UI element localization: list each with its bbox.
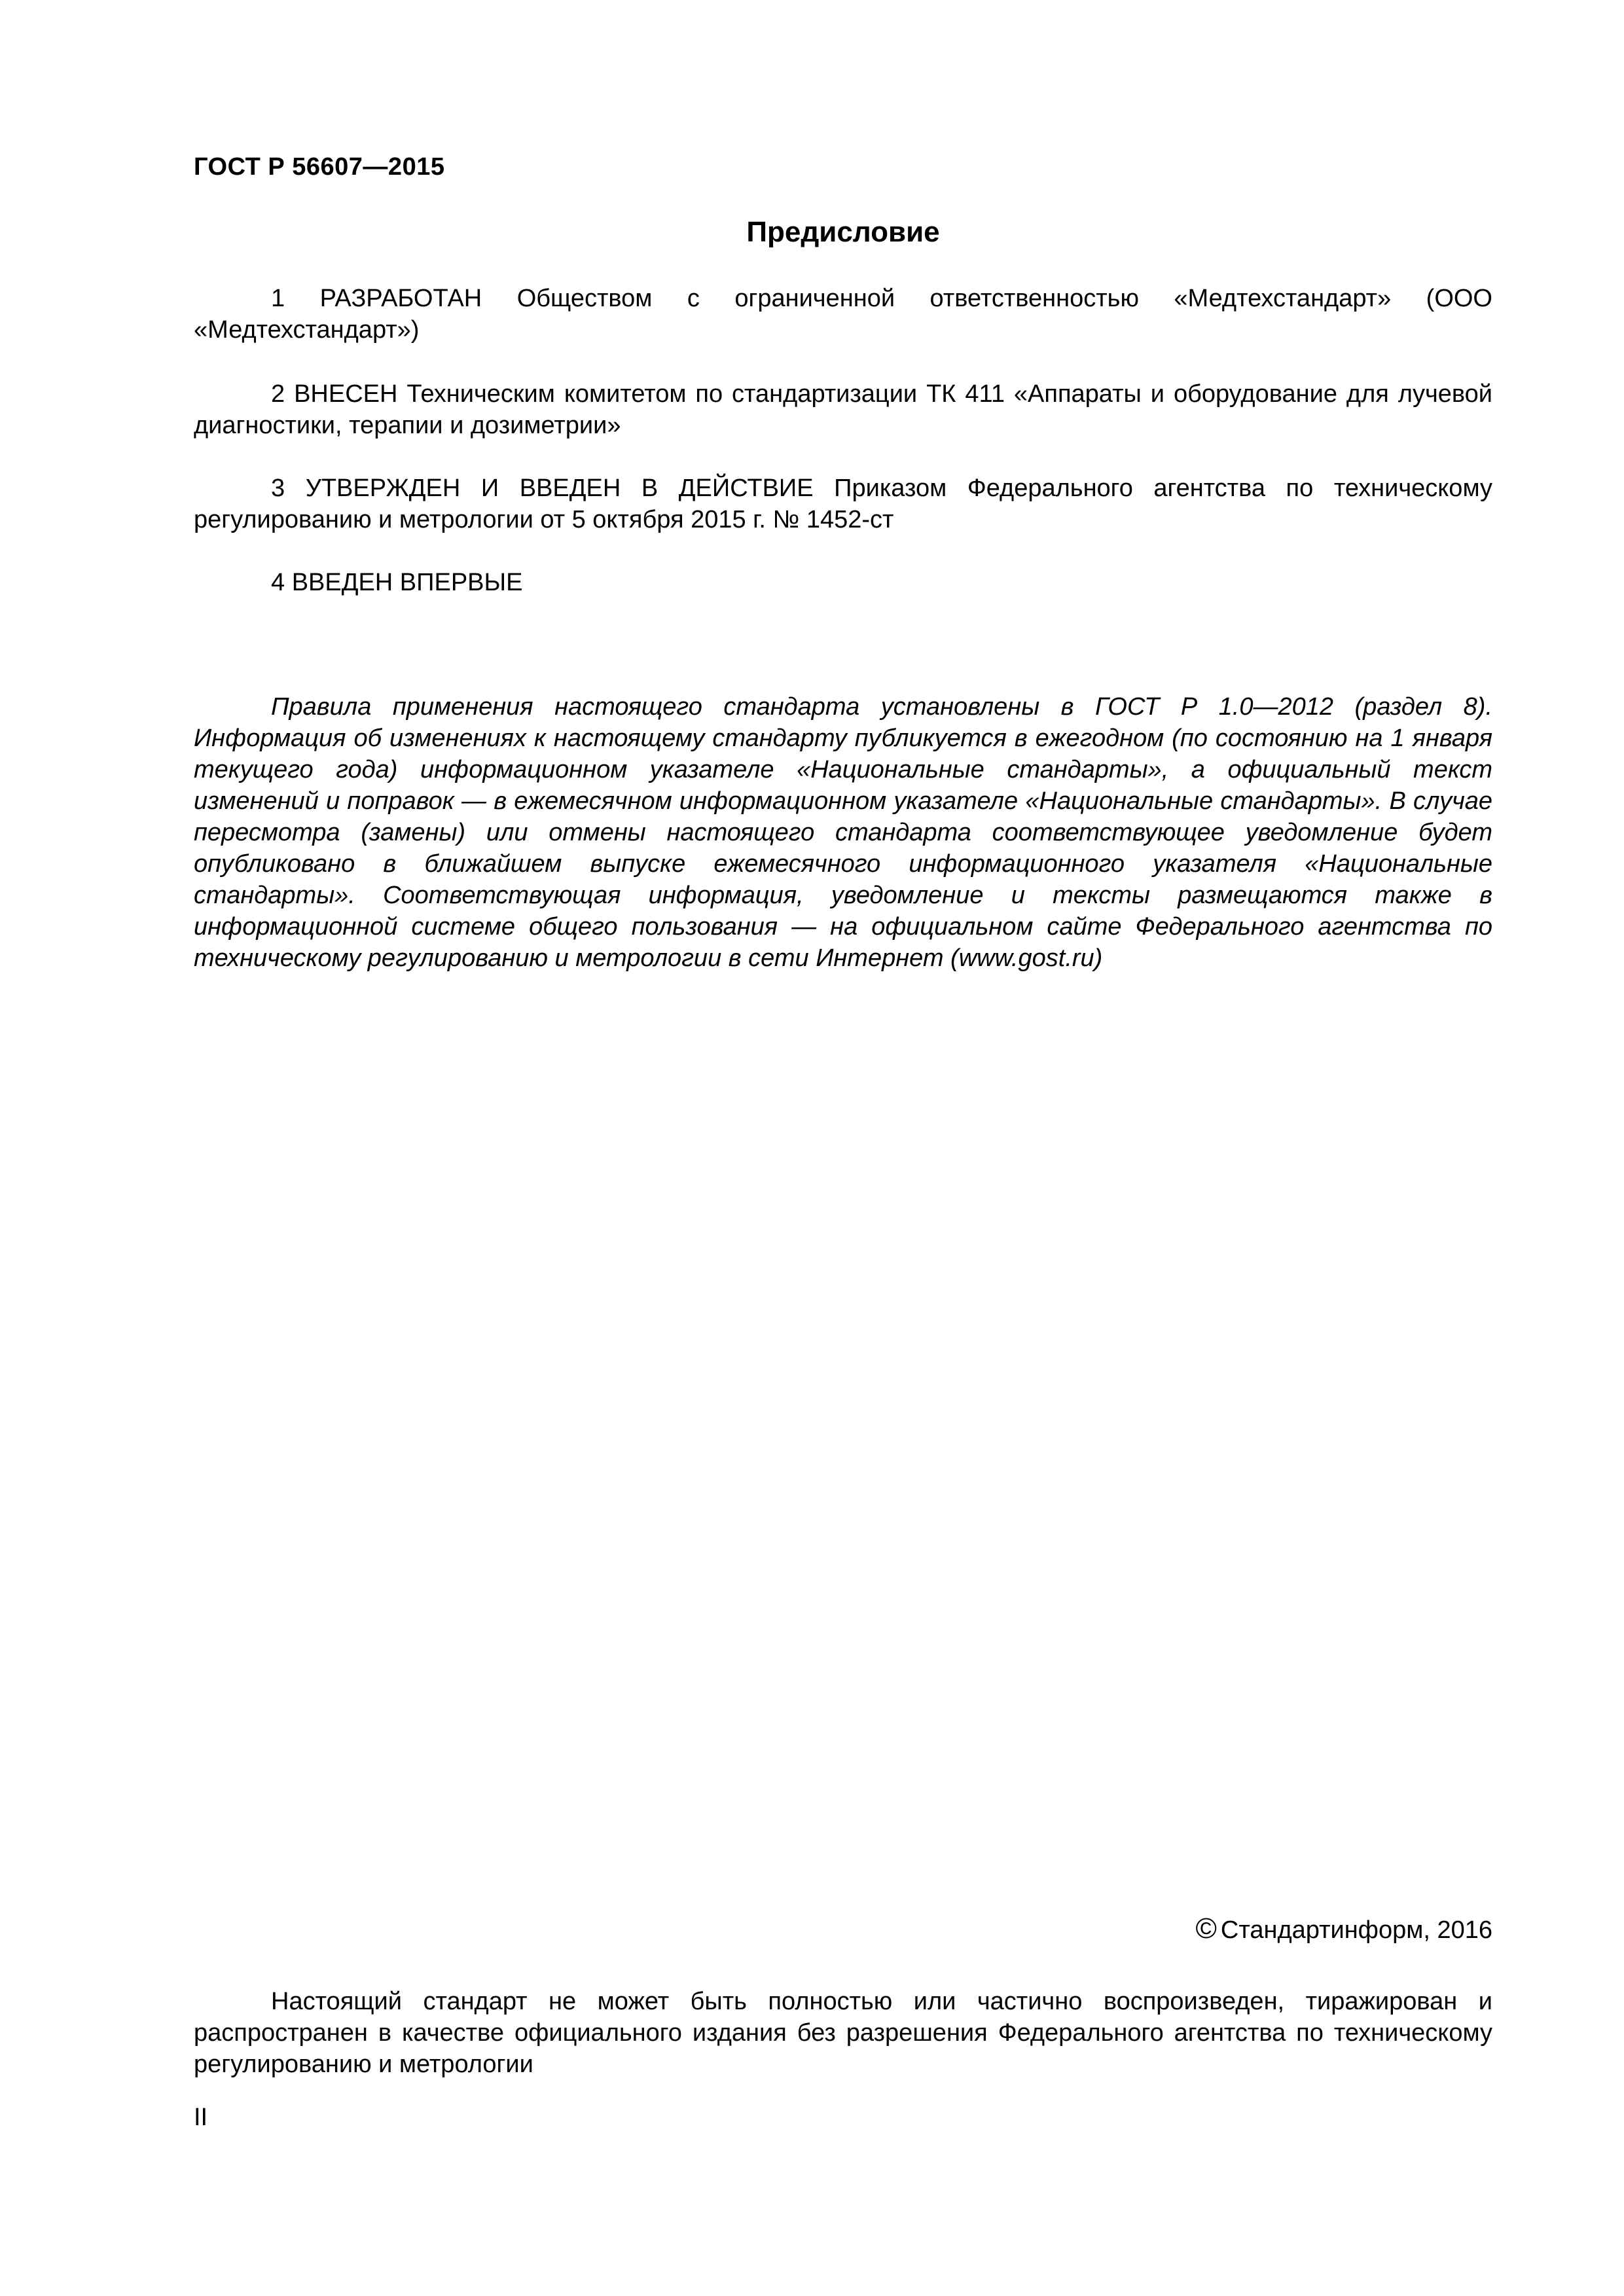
section-title: Предисловие [746,216,940,248]
copyright-text: Стандартинформ, 2016 [1220,1916,1492,1944]
reproduction-notice: Настоящий стандарт не может быть полностью или частично воспроизведен, тиражирован и распространен в качестве официального издания без разрешения Федерального агентства по техническому регулированию и метрологии [194,1988,1492,2078]
copyright-line [1196,1912,1493,1945]
page-number: II [194,2104,208,2131]
foreword-item-developed: 1 РАЗРАБОТАН Обществом с ограниченной ответственностью «Медтехстандарт» (ООО «Медтехстандарт») [194,285,1492,344]
foreword-item-approved: 3 УТВЕРЖДЕН И ВВЕДЕН В ДЕЙСТВИЕ Приказом Федерального агентства по техническому регулированию и метрологии от 5 октября 2015 г. № 1452-ст [194,475,1492,533]
copyright-icon: © [1195,1912,1217,1945]
document-code: ГОСТ Р 56607—2015 [194,153,445,181]
foreword-item-introduced: 2 ВНЕСЕН Техническим комитетом по стандартизации ТК 411 «Аппараты и оборудование для лучевой диагностики, терапии и дозиметрии» [194,380,1492,439]
foreword-item-first-introduced: 4 ВВЕДЕН ВПЕРВЫЕ [271,569,523,596]
application-rules-note: Правила применения настоящего стандарта установлены в ГОСТ Р 1.0—2012 (раздел 8). Информация об изменениях к настоящему стандарту публикуется в ежегодном (по состоянию на 1 января текущего года) информационном указателе «Национальные стандарты», а официальный текст изменений и поправок — в ежемесячном информационном указателе «Национальные стандарты». В случае пересмотра (замены) или отмены настоящего стандарта соответствующее уведомление будет опубликовано в ближайшем выпуске ежемесячного информационного указателя «Национальные стандарты». Соответствующая информация, уведомление и тексты размещаются также в информационной системе общего пользования — на официальном сайте Федерального агентства по техническому регулированию и метрологии в сети Интернет (www.gost.ru) [194,693,1492,972]
